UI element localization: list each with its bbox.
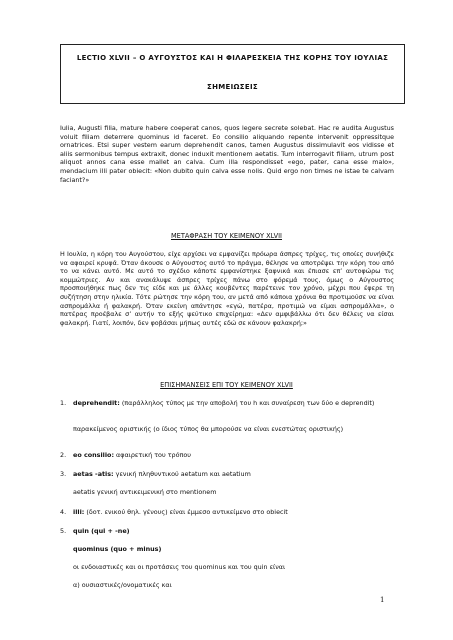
note-term: illi:: [73, 508, 85, 516]
note-text: (δοτ. ενικού θηλ. γένους) είναι έμμεσο αντικείμενο στο obiecit: [84, 508, 288, 516]
note-number: 2.: [60, 451, 67, 459]
notes-heading: ΕΠΙΣΗΜΑΝΣΕΙΣ ΕΠΙ ΤΟΥ ΚΕΙΜΕΝΟΥ XLVII: [160, 381, 293, 389]
note-term: aetas -atis:: [73, 470, 114, 478]
note-extra: παρακείμενος οριστικής (ο ίδιος τύπος θα μπορούσε να είναι ενεστώτας οριστικής): [73, 425, 344, 433]
note-extra: οι ενδοιαστικές και οι προτάσεις του quominus και του quin είναι: [73, 563, 286, 571]
note-extra: aetatis γενική αντικειμενική στο mentionem: [73, 488, 217, 496]
translation-text: Η Ιουλία, η κόρη του Αυγούστου, είχε αρχίσει να εμφανίζει πρόωρα άσπρες τρίχες, τις οποίες συνήθιζε να αφαιρεί κρυφά. Όταν άκουσε ο Αύγουστος αυτό το πράγμα, θέλησε να αποτρέψει την κόρη του από το να κάνει αυτό. Με αυτό το σχέδιο κάποτε εμφανίστηκε ξαφνικά και έπιασε επ’ αυτοφώρω τις κομμώτριες. Αν και ανακάλυψε άσπρες τρίχες πάνω στο φόρεμά τους, όμως ο Αύγουστος προσποιήθηκε πως δεν τις είδε και με άλλες κουβέντες παρέτεινε τον χρόνο, μέχρι που έφερε τη συζήτηση στην ηλικία. Τότε ρώτησε την κόρη του, αν μετά από κάποια χρόνια θα προτιμούσε να είναι ασπρομάλλα ή φαλακρή. Όταν εκείνη απάντησε «εγώ, πατέρα, προτιμώ να είμαι ασπρομάλλα», ο πατέρας προέβαλε σ’ αυτήν το εξής ψεύτικο επιχείρημα: «Δεν αμφιβάλλω ότι δεν θέλεις να είσαι φαλακρή. Γιατί, λοιπόν, δεν φοβάσαι μήπως αυτές εδώ σε κάνουν φαλακρή;»: [60, 250, 394, 327]
note-body: [73, 399, 395, 408]
note-body: [73, 470, 395, 479]
title-box: [60, 44, 405, 104]
note-extra: α) ουσιαστικές/ονοματικές και: [73, 581, 172, 589]
note-body: [73, 451, 395, 460]
note-text: αφαιρετική του τρόπου: [114, 451, 191, 459]
note-number: 1.: [60, 399, 67, 407]
note-extra: quominus (quo + minus): [73, 545, 162, 553]
note-number: 3.: [60, 470, 67, 478]
note-number: 5.: [60, 527, 67, 535]
note-text: (παράλληλος τύπος με την αποβολή του h και συναίρεση των δύο e deprendit): [119, 399, 375, 407]
note-body: [73, 508, 395, 517]
note-term: eo consilio:: [73, 451, 114, 459]
note-term: quin (qui + -ne): [73, 527, 130, 535]
page-title: LECTIO XLVII – Ο ΑΥΓΟΥΣΤΟΣ ΚΑΙ Η ΦΙΛΑΡΕΣΚΕΙΑ ΤΗΣ ΚΟΡΗΣ ΤΟΥ ΙΟΥΛΙΑΣ: [76, 54, 389, 62]
note-number: 4.: [60, 508, 67, 516]
note-text: γενική πληθυντικού aetatum και aetatium: [113, 470, 251, 478]
note-body: [73, 527, 395, 536]
page-number: 1: [380, 596, 385, 604]
latin-text: Iulia, Augusti filia, mature habere coeperat canos, quos legere secrete solebat. Hac re audita Augustus voluit filiam deterrere quominus id faceret. Eo consilio aliquando repente intervenit oppressitque ornatrices. Etsi super vestem earum deprehendit canos, tamen Augustus dissimulavit eos vidisse et aliis sermonibus tempus extraxit, donec induxit mentionem aetatis. Tum interrogavit filiam, utrum post aliquot annos cana esse mallet an calva. Cum illa respondisset «ego, pater, cana esse malo», mendacium illi pater obiecit: «Non dubito quin calva esse nolis. Quid ergo non times ne istae te calvam faciant?»: [60, 124, 394, 184]
note-term: deprehendit:: [73, 399, 120, 407]
page-subtitle: ΣΗΜΕΙΩΣΕΙΣ: [207, 83, 258, 91]
translation-heading: ΜΕΤΑΦΡΑΣΗ ΤΟΥ ΚΕΙΜΕΝΟΥ XLVII: [170, 232, 283, 240]
